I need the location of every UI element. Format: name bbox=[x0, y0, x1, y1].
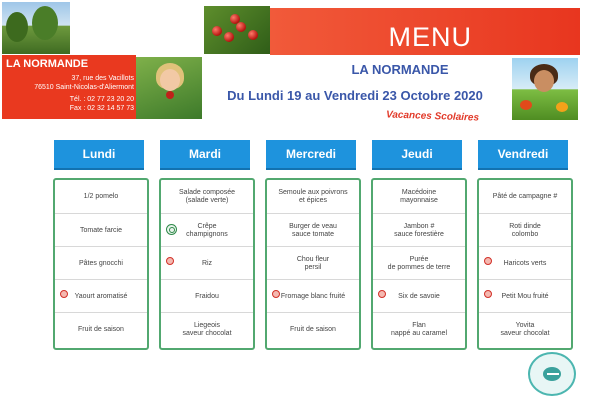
menu-item bbox=[267, 279, 359, 313]
menu-item-line: Fromage blanc fruité bbox=[280, 292, 346, 300]
menu-box-mardi bbox=[159, 178, 255, 350]
menu-item-line: Chou fleur bbox=[296, 255, 330, 263]
menu-item-line: saveur chocolat bbox=[182, 329, 232, 337]
menu-item-line: colombo bbox=[511, 230, 539, 238]
menu-box-mercredi bbox=[265, 178, 361, 350]
menu-item bbox=[55, 180, 147, 213]
menu-item bbox=[373, 213, 465, 247]
menu-box-jeudi bbox=[371, 178, 467, 350]
vegetarian-icon bbox=[166, 224, 177, 235]
center-name: LA NORMANDE bbox=[351, 62, 449, 77]
menu-item bbox=[267, 312, 359, 346]
caterer-logo bbox=[528, 352, 576, 396]
menu-item bbox=[267, 246, 359, 280]
address-fax: Fax : 02 32 14 57 73 bbox=[69, 105, 134, 112]
address-street: 37, rue des Vacillots bbox=[71, 75, 134, 82]
menu-item-line: saveur chocolat bbox=[500, 329, 550, 337]
menu-item bbox=[161, 213, 253, 247]
menu-item-line: sauce tomate bbox=[291, 230, 335, 238]
menu-item-line: Semoule aux poivrons bbox=[278, 188, 348, 196]
menu-item-line: et épices bbox=[298, 196, 328, 204]
cherries-photo bbox=[204, 6, 270, 54]
menu-item-line: mayonnaise bbox=[400, 196, 438, 204]
week-dates: Du Lundi 19 au Vendredi 23 Octobre 2020 bbox=[227, 88, 483, 103]
menu-item-line: Burger de veau bbox=[289, 222, 337, 230]
local-product-icon bbox=[60, 290, 68, 298]
address-phone: Tél. : 02 77 23 20 20 bbox=[69, 96, 134, 103]
menu-item bbox=[267, 213, 359, 247]
menu-item-line: 1/2 pomelo bbox=[83, 192, 119, 200]
day-header-jeudi: Jeudi bbox=[372, 140, 462, 170]
local-product-icon bbox=[484, 290, 492, 298]
menu-item bbox=[267, 180, 359, 213]
day-header-lundi: Lundi bbox=[54, 140, 144, 170]
menu-item-line: Pâté de campagne # bbox=[492, 192, 558, 200]
menu-item-line: Salade composée bbox=[178, 188, 236, 196]
menu-item-line: Petit Mou fruité bbox=[501, 292, 549, 300]
menu-item bbox=[479, 180, 571, 213]
menu-item-line: Six de savoie bbox=[398, 292, 440, 300]
local-product-icon bbox=[484, 257, 492, 265]
child-vegetables-photo bbox=[512, 58, 578, 120]
menu-item-line: Liegeois bbox=[193, 321, 221, 329]
menu-box-vendredi bbox=[477, 178, 573, 350]
menu-item bbox=[373, 246, 465, 280]
restaurant-name: LA NORMANDE bbox=[6, 58, 89, 70]
menu-item-line: Flan bbox=[412, 321, 426, 329]
menu-item bbox=[55, 246, 147, 280]
menu-item bbox=[479, 213, 571, 247]
menu-item-line: Haricots verts bbox=[503, 259, 547, 267]
holidays-label: Vacances Scolaires bbox=[385, 109, 480, 124]
menu-item-line: (salade verte) bbox=[185, 196, 229, 204]
local-product-icon bbox=[272, 290, 280, 298]
menu-item-line: de pommes de terre bbox=[387, 263, 451, 271]
menu-item-line: nappé au caramel bbox=[390, 329, 448, 337]
menu-banner bbox=[270, 8, 580, 55]
menu-item bbox=[373, 279, 465, 313]
menu-item-line: persil bbox=[304, 263, 322, 271]
menu-item bbox=[55, 279, 147, 313]
trees-photo bbox=[2, 2, 70, 54]
local-product-icon bbox=[166, 257, 174, 265]
menu-item-line: Yaourt aromatisé bbox=[74, 292, 128, 300]
menu-item bbox=[373, 180, 465, 213]
menu-item bbox=[479, 246, 571, 280]
menu-item-line: Crêpe bbox=[197, 222, 217, 230]
menu-item-line: Purée bbox=[409, 255, 429, 263]
menu-item bbox=[161, 279, 253, 313]
menu-item bbox=[479, 279, 571, 313]
menu-item bbox=[373, 312, 465, 346]
menu-item-line: sauce forestière bbox=[394, 230, 444, 238]
menu-item-line: Fraidou bbox=[195, 292, 219, 300]
day-header-vendredi: Vendredi bbox=[478, 140, 568, 170]
menu-item-line: Yovita bbox=[515, 321, 535, 329]
address-panel bbox=[2, 55, 136, 119]
menu-item-line: Pâtes gnocchi bbox=[79, 259, 123, 267]
local-product-icon bbox=[378, 290, 386, 298]
menu-box-lundi bbox=[53, 178, 149, 350]
address-city: 76510 Saint-Nicolas-d'Aliermont bbox=[34, 84, 134, 91]
menu-item-line: Roti dinde bbox=[509, 222, 541, 230]
menu-title: MENU bbox=[388, 22, 472, 52]
day-header-mercredi: Mercredi bbox=[266, 140, 356, 170]
menu-item-line: Jambon # bbox=[403, 222, 435, 230]
menu-item bbox=[161, 180, 253, 213]
day-header-mardi: Mardi bbox=[160, 140, 250, 170]
menu-item bbox=[161, 246, 253, 280]
menu-item-line: Fruit de saison bbox=[290, 325, 336, 333]
menu-item-line: Riz bbox=[201, 259, 213, 267]
menu-item bbox=[479, 312, 571, 346]
menu-item-line: Tomate farcie bbox=[79, 226, 123, 234]
girl-eating-photo bbox=[136, 57, 202, 119]
menu-item-line: champignons bbox=[186, 230, 228, 238]
menu-item-line: Macédoine bbox=[401, 188, 437, 196]
menu-item bbox=[55, 213, 147, 247]
menu-item bbox=[55, 312, 147, 346]
menu-item-line: Fruit de saison bbox=[78, 325, 124, 333]
menu-item bbox=[161, 312, 253, 346]
